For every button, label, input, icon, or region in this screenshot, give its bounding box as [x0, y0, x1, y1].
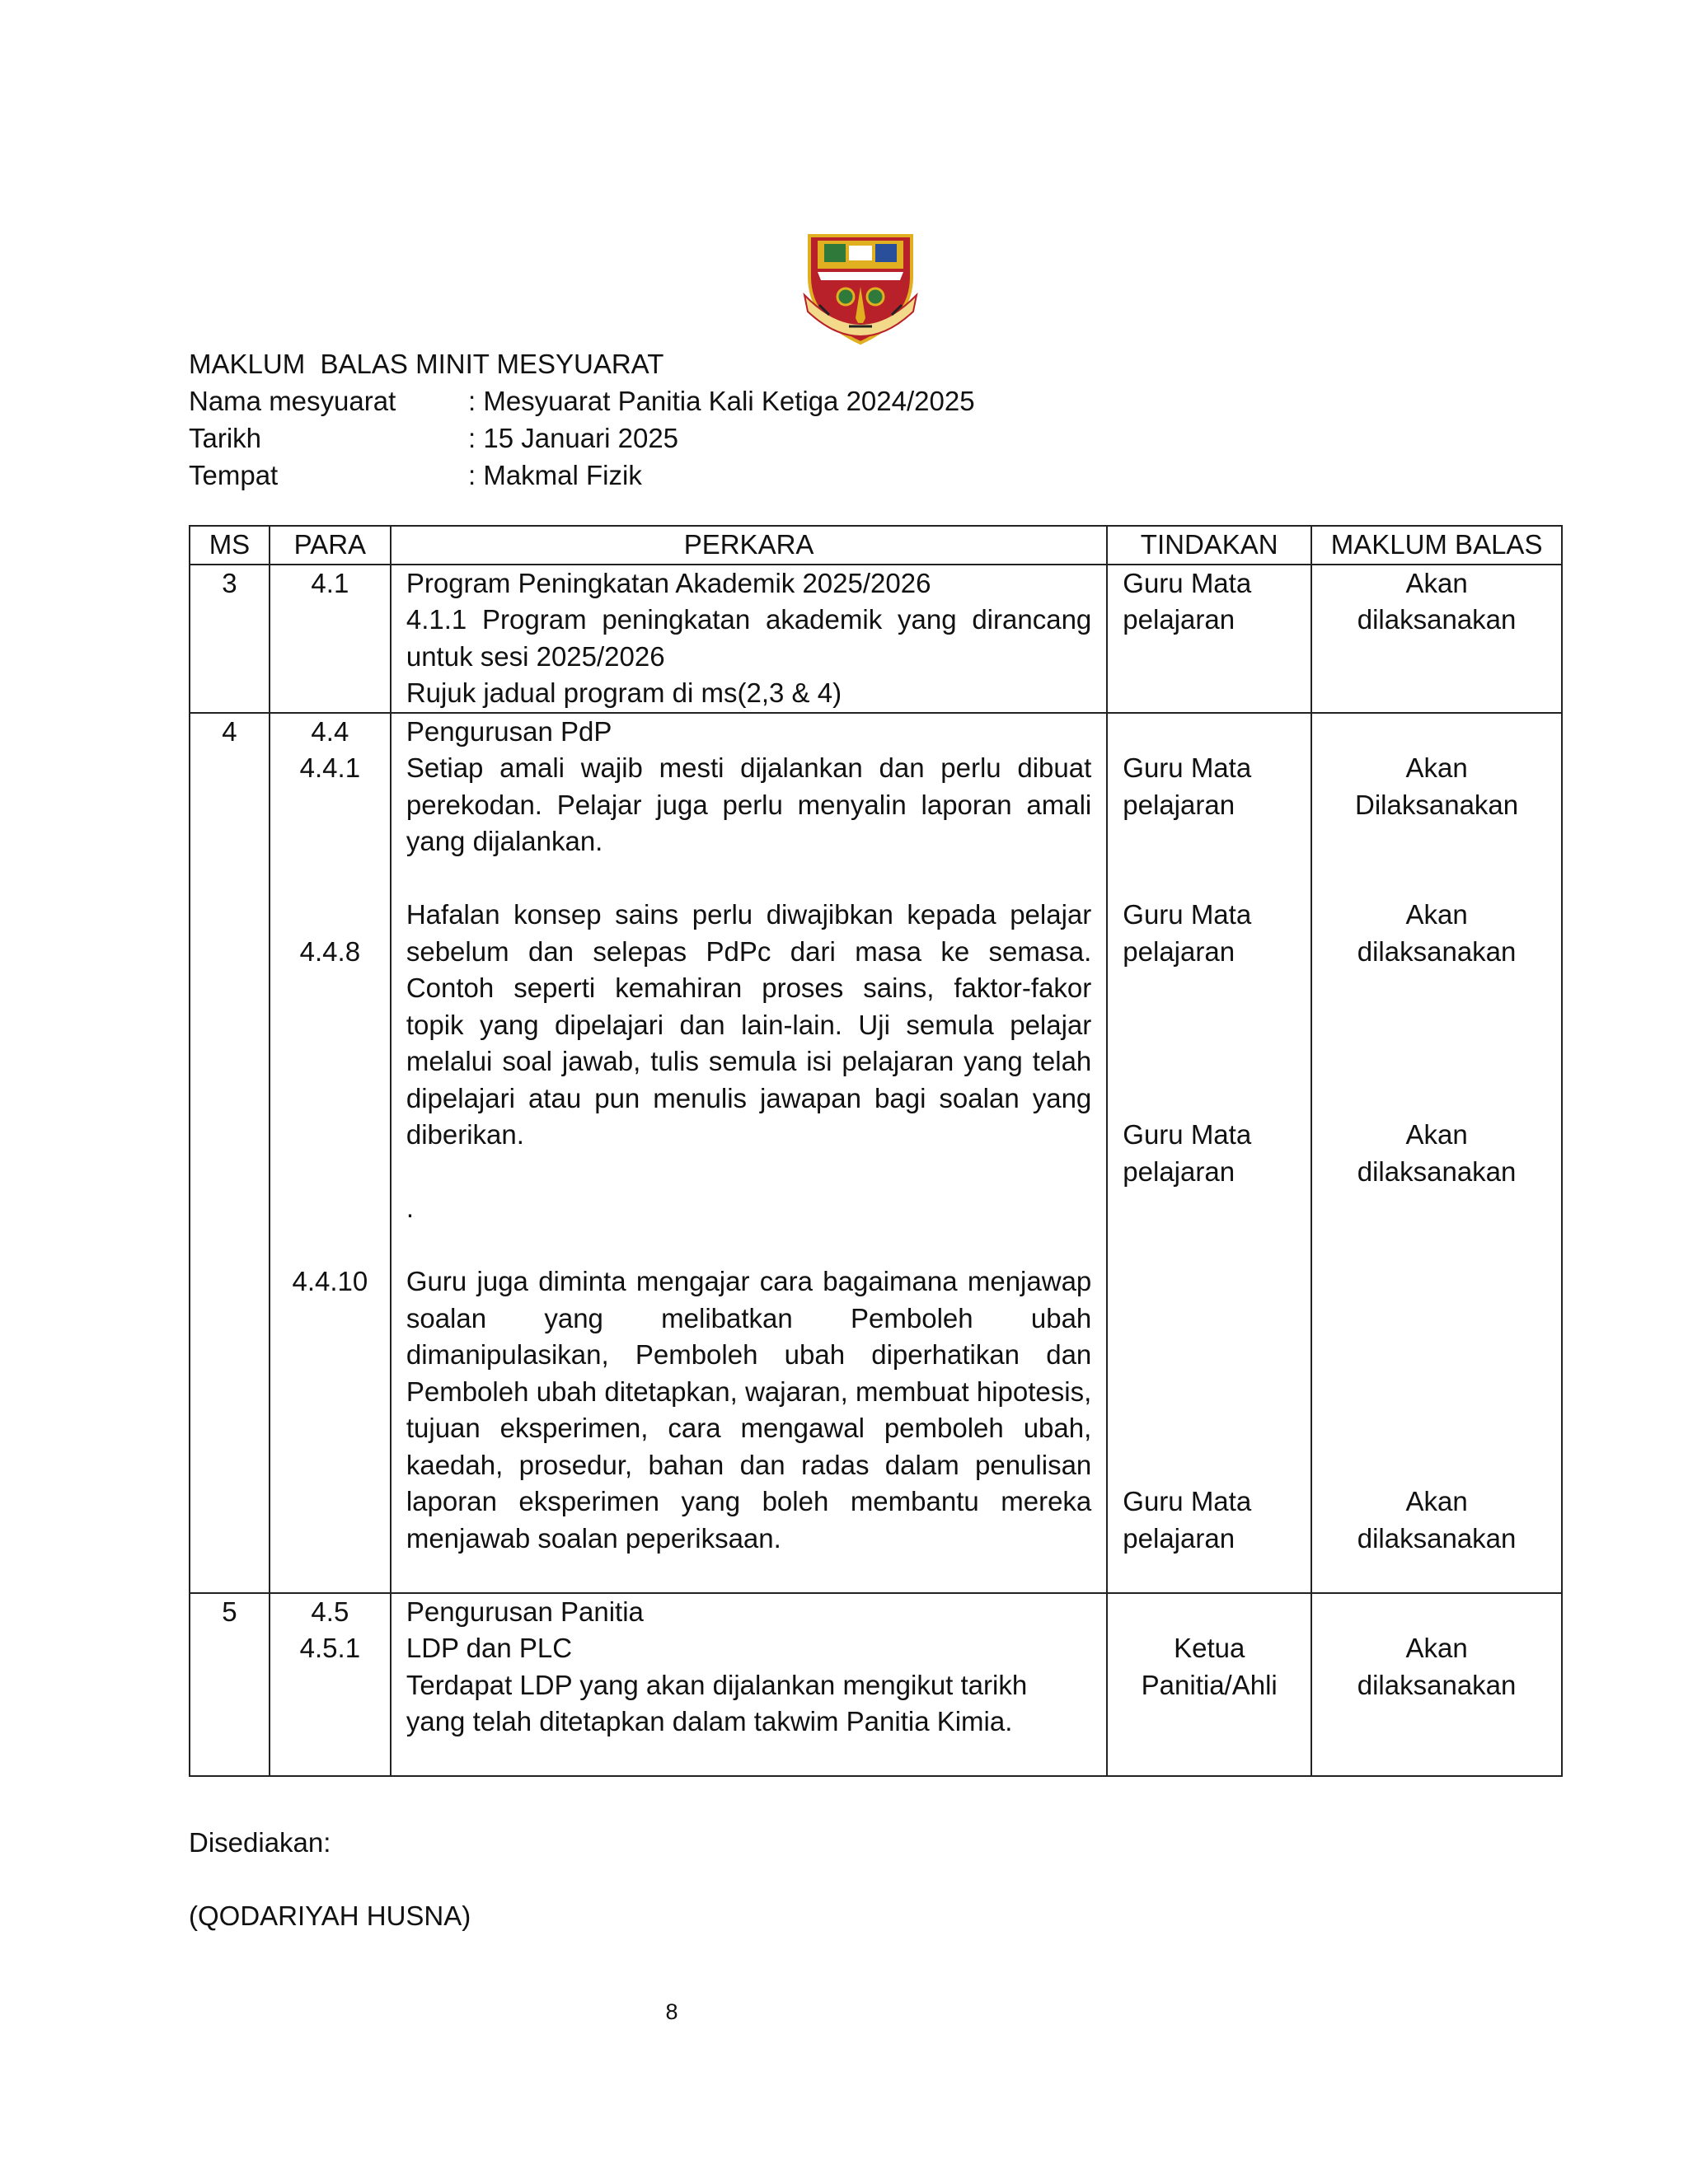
- cell-perkara: [391, 1593, 1107, 1776]
- maklum-balas-line: Akan: [1405, 1486, 1468, 1516]
- item-text: 4.1.1 Program peningkatan akademik yang dirancang untuk sesi 2025/2026: [406, 604, 1092, 672]
- meeting-name-value: : Mesyuarat Panitia Kali Ketiga 2024/2025: [468, 386, 975, 416]
- item-text: .: [406, 1193, 415, 1223]
- item-text: Terdapat LDP yang akan dijalankan mengikut tarikh: [406, 1669, 1028, 1700]
- meeting-place-row: [189, 457, 975, 494]
- maklum-balas-line: Dilaksanakan: [1355, 789, 1519, 820]
- cell-para: 4.1: [270, 565, 391, 713]
- tindakan-line: Panitia/Ahli: [1141, 1669, 1278, 1700]
- item-subtitle: LDP dan PLC: [406, 1633, 573, 1663]
- meeting-name-row: [189, 382, 975, 419]
- spacer: [285, 787, 375, 934]
- cell-ms: 4: [190, 713, 270, 1593]
- spacer: [406, 860, 1091, 898]
- item-text: Guru juga diminta mengajar cara bagaimana menjawap soalan yang melibatkan Pemboleh ubah dimanipulasikan, Pemboleh ubah diperhatikan dan Pemboleh ubah ditetapkan, wajaran, membuat hipotesis, tujuan eksperimen, cara mengawal pemboleh ubah, kaedah, prosedur, bahan dan radas dalam penulisan laporan eksperimen yang boleh membantu mereka menjawab soalan peperiksaan.: [406, 1266, 1092, 1554]
- tindakan-line: pelajaran: [1123, 1522, 1236, 1554]
- meeting-place-value: : Makmal Fizik: [468, 460, 642, 490]
- cell-tindakan: [1107, 565, 1311, 713]
- maklum-balas-line: Akan: [1405, 899, 1468, 930]
- cell-para: [270, 713, 391, 1593]
- tindakan-line: pelajaran: [1123, 1155, 1236, 1187]
- cell-para: [270, 1593, 391, 1776]
- col-header-ms: MS: [190, 526, 270, 565]
- meeting-date-row: [189, 419, 975, 457]
- cell-tindakan: [1107, 1593, 1311, 1776]
- school-crest-logo: [799, 229, 921, 346]
- tindakan-line: Guru Mata: [1123, 1119, 1252, 1150]
- maklum-balas-line: Akan: [1405, 1633, 1468, 1663]
- cell-tindakan: [1107, 713, 1311, 1593]
- maklum-balas-line: dilaksanakan: [1357, 1155, 1517, 1187]
- item-reference: Rujuk jadual program di ms(2,3 & 4): [406, 677, 842, 708]
- cell-maklum-balas: [1311, 565, 1562, 713]
- meeting-date-value: : 15 Januari 2025: [468, 423, 679, 453]
- col-header-perkara: PERKARA: [391, 526, 1107, 565]
- spacer: [406, 1154, 1091, 1191]
- item-text: Hafalan konsep sains perlu diwajibkan kepada pelajar sebelum dan selepas PdPc dari masa ke semasa. Contoh seperti kemahiran proses sains, faktor-fakor topik yang dipelajari dan lain-lain. Uji semula pelajar melalui soal jawab, tulis semula isi pelajaran yang telah dipelajari atau pun menulis jawapan bagi soalan yang diberikan.: [406, 899, 1092, 1150]
- cell-maklum-balas: [1311, 1593, 1562, 1776]
- table-row: [190, 565, 1562, 713]
- maklum-balas-line: Akan: [1405, 1119, 1468, 1150]
- spacer: [285, 970, 375, 1263]
- para-number: 4.4.10: [292, 1266, 368, 1296]
- tindakan-line: Guru Mata: [1123, 567, 1252, 598]
- tindakan-line: Guru Mata: [1123, 752, 1252, 783]
- meeting-place-label: Tempat: [189, 460, 279, 490]
- page-number: 8: [665, 1999, 678, 2024]
- maklum-balas-line: dilaksanakan: [1357, 1669, 1517, 1700]
- tindakan-line: pelajaran: [1123, 789, 1236, 820]
- para-number: 4.5.1: [299, 1633, 361, 1663]
- item-title: Pengurusan Panitia: [406, 1596, 644, 1627]
- tindakan-line: Guru Mata: [1123, 899, 1252, 930]
- minutes-table: [189, 525, 1563, 1777]
- maklum-balas-line: Akan: [1405, 752, 1468, 783]
- cell-perkara: [391, 713, 1107, 1593]
- col-header-maklum-balas: MAKLUM BALAS: [1311, 526, 1562, 565]
- item-text: Setiap amali wajib mesti dijalankan dan perlu dibuat perekodan. Pelajar juga perlu menyalin laporan amali yang dijalankan.: [406, 752, 1092, 856]
- document-title: MAKLUM BALAS MINIT MESYUARAT: [189, 349, 664, 379]
- prepared-by-label: Disediakan:: [189, 1827, 331, 1858]
- tindakan-line: Ketua: [1174, 1633, 1245, 1663]
- cell-maklum-balas: [1311, 713, 1562, 1593]
- spacer: [406, 1227, 1091, 1264]
- table-row: [190, 1593, 1562, 1776]
- meeting-header: [189, 345, 975, 494]
- tindakan-line: pelajaran: [1123, 604, 1236, 635]
- preparer-name: (QODARIYAH HUSNA): [189, 1900, 471, 1931]
- para-number: 4.4: [311, 715, 349, 747]
- para-number: 4.4.8: [299, 935, 361, 967]
- meeting-date-label: Tarikh: [189, 423, 262, 453]
- para-number: 4.4.1: [299, 752, 361, 783]
- maklum-balas-line: Akan: [1405, 567, 1468, 598]
- cell-ms: 3: [190, 565, 270, 713]
- item-title: Pengurusan PdP: [406, 715, 612, 747]
- tindakan-line: Guru Mata: [1123, 1486, 1252, 1516]
- maklum-balas-line: dilaksanakan: [1357, 604, 1517, 635]
- col-header-para: PARA: [270, 526, 391, 565]
- col-header-tindakan: TINDAKAN: [1107, 526, 1311, 565]
- cell-perkara: [391, 565, 1107, 713]
- para-number: 4.5: [311, 1596, 349, 1627]
- table-row: [190, 713, 1562, 1593]
- table-header-row: [190, 526, 1562, 565]
- maklum-balas-line: dilaksanakan: [1357, 1522, 1517, 1554]
- tindakan-line: pelajaran: [1123, 935, 1236, 967]
- meeting-name-label: Nama mesyuarat: [189, 386, 396, 416]
- item-title: Program Peningkatan Akademik 2025/2026: [406, 567, 931, 598]
- cell-ms: 5: [190, 1593, 270, 1776]
- maklum-balas-line: dilaksanakan: [1357, 935, 1517, 967]
- item-text: yang telah ditetapkan dalam takwim Panitia Kimia.: [406, 1706, 1013, 1736]
